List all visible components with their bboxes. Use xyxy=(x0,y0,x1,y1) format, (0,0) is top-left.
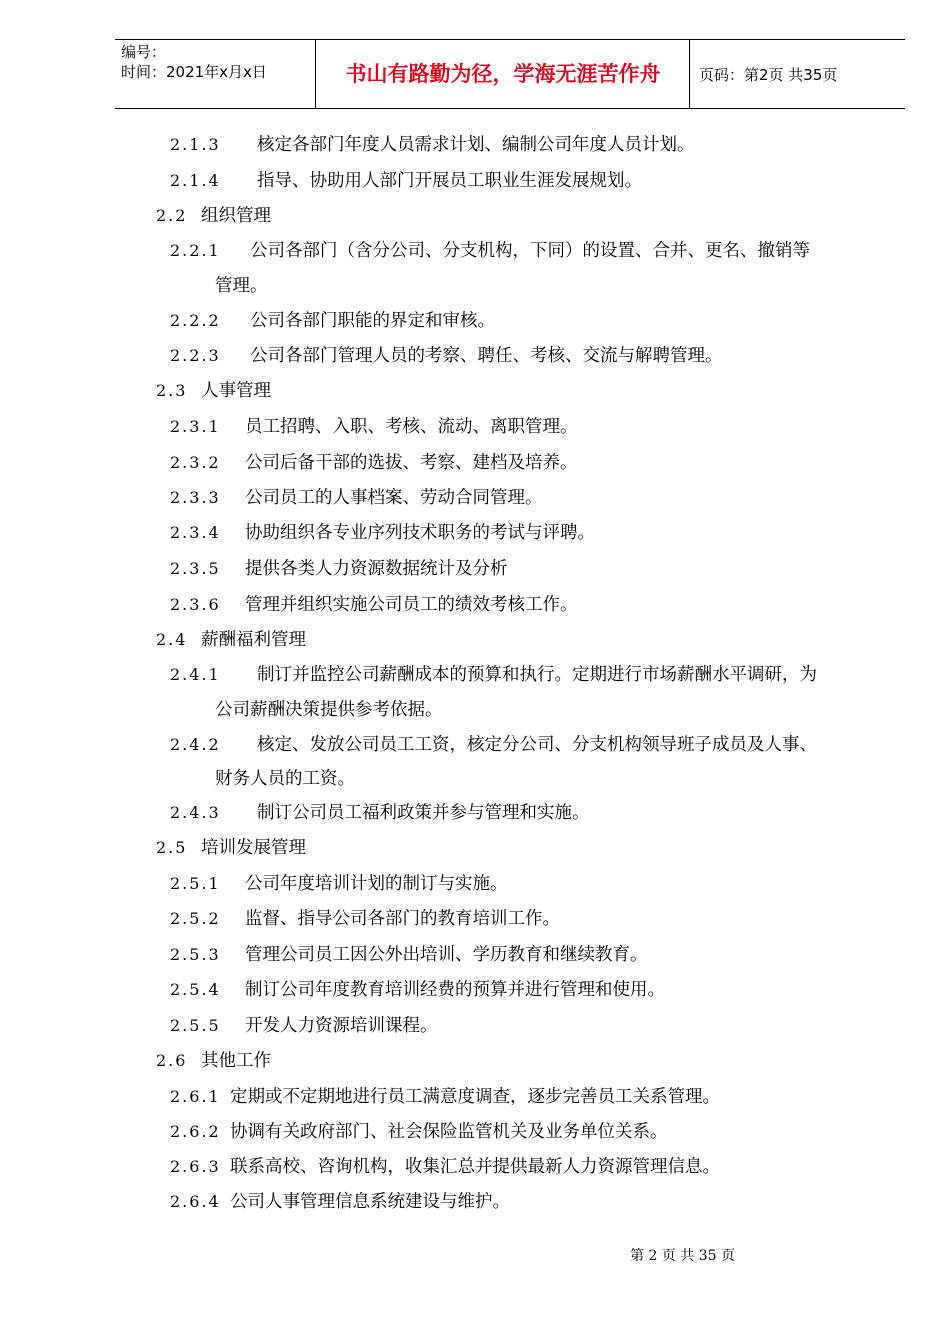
item-number: 2.6.3 xyxy=(170,1157,221,1176)
header-page-info: 页码：第2页 共35页 xyxy=(699,66,838,84)
item-text: 开发人力资源培训课程。 xyxy=(245,1016,438,1036)
item-text: 公司各部门管理人员的考察、聘任、考核、交流与解聘管理。 xyxy=(250,346,723,366)
item-number: 2.3.6 xyxy=(170,595,221,614)
item-number: 2.5.5 xyxy=(170,1016,221,1035)
item-text: 核定、发放公司员工工资，核定分公司、分支机构领导班子成员及人事、 xyxy=(257,735,817,755)
item-number: 2.2.3 xyxy=(170,346,221,365)
item-number: 2.5.3 xyxy=(170,945,221,964)
item-text: 协助组织各专业序列技术职务的考试与评聘。 xyxy=(245,523,595,543)
item-text-continuation: 管理。 xyxy=(215,276,268,296)
item-text: 公司各部门（含分公司、分支机构，下同）的设置、合并、更名、撤销等 xyxy=(250,241,810,261)
section-title: 组织管理 xyxy=(201,206,271,226)
item-number: 2.3.1 xyxy=(170,417,221,436)
item-text: 制订公司员工福利政策并参与管理和实施。 xyxy=(257,803,590,823)
item-text: 管理公司员工因公外出培训、学历教育和继续教育。 xyxy=(245,945,648,965)
section-number: 2.2 xyxy=(156,206,188,225)
item-number: 2.3.2 xyxy=(170,453,221,472)
item-text: 监督、指导公司各部门的教育培训工作。 xyxy=(245,909,560,929)
section-title: 培训发展管理 xyxy=(201,838,306,858)
item-text: 公司员工的人事档案、劳动合同管理。 xyxy=(245,488,543,508)
item-text: 指导、协助用人部门开展员工职业生涯发展规划。 xyxy=(257,171,642,191)
item-number: 2.6.4 xyxy=(170,1192,221,1211)
item-text: 制订并监控公司薪酬成本的预算和执行。定期进行市场薪酬水平调研，为 xyxy=(257,665,817,685)
item-number: 2.5.4 xyxy=(170,980,221,999)
item-number: 2.1.4 xyxy=(170,171,221,190)
item-number: 2.2.1 xyxy=(170,241,221,260)
item-text: 联系高校、咨询机构，收集汇总并提供最新人力资源管理信息。 xyxy=(230,1157,720,1177)
section-number: 2.4 xyxy=(156,630,188,649)
item-number: 2.2.2 xyxy=(170,311,221,330)
item-text: 员工招聘、入职、考核、流动、离职管理。 xyxy=(245,417,578,437)
item-number: 2.3.5 xyxy=(170,559,221,578)
item-text: 核定各部门年度人员需求计划、编制公司年度人员计划。 xyxy=(257,135,695,155)
section-number: 2.5 xyxy=(156,838,188,857)
item-text: 定期或不定期地进行员工满意度调查，逐步完善员工关系管理。 xyxy=(230,1087,720,1107)
section-number: 2.6 xyxy=(156,1051,188,1070)
item-number: 2.4.3 xyxy=(170,803,221,822)
page-footer: 第 2 页 共 35 页 xyxy=(630,1248,735,1264)
item-number: 2.3.4 xyxy=(170,523,221,542)
item-text: 制订公司年度教育培训经费的预算并进行管理和使用。 xyxy=(245,980,665,1000)
item-number: 2.6.1 xyxy=(170,1087,221,1106)
item-number: 2.5.1 xyxy=(170,874,221,893)
section-title: 其他工作 xyxy=(201,1051,271,1071)
header-motto: 书山有路勤为径，学海无涯苦作舟 xyxy=(345,62,661,86)
item-text: 公司人事管理信息系统建设与维护。 xyxy=(230,1192,510,1212)
item-text: 公司年度培训计划的制订与实施。 xyxy=(245,874,508,894)
time-label: 时间：2021年x月x日 xyxy=(121,63,267,81)
item-number: 2.1.3 xyxy=(170,135,221,154)
item-text: 协调有关政府部门、社会保险监管机关及业务单位关系。 xyxy=(230,1122,668,1142)
item-number: 2.4.1 xyxy=(170,665,221,684)
item-number: 2.4.2 xyxy=(170,735,221,754)
item-number: 2.5.2 xyxy=(170,909,221,928)
section-title: 人事管理 xyxy=(201,381,271,401)
item-text-continuation: 公司薪酬决策提供参考依据。 xyxy=(215,700,443,720)
item-number: 2.6.2 xyxy=(170,1122,221,1141)
number-label: 编号： xyxy=(121,43,167,61)
item-text: 公司后备干部的选拔、考察、建档及培养。 xyxy=(245,453,578,473)
item-text: 提供各类人力资源数据统计及分析 xyxy=(245,559,508,579)
item-text-continuation: 财务人员的工资。 xyxy=(215,769,355,789)
item-text: 公司各部门职能的界定和审核。 xyxy=(250,311,495,331)
item-number: 2.3.3 xyxy=(170,488,221,507)
section-number: 2.3 xyxy=(156,381,188,400)
item-text: 管理并组织实施公司员工的绩效考核工作。 xyxy=(245,595,578,615)
section-title: 薪酬福利管理 xyxy=(201,630,306,650)
